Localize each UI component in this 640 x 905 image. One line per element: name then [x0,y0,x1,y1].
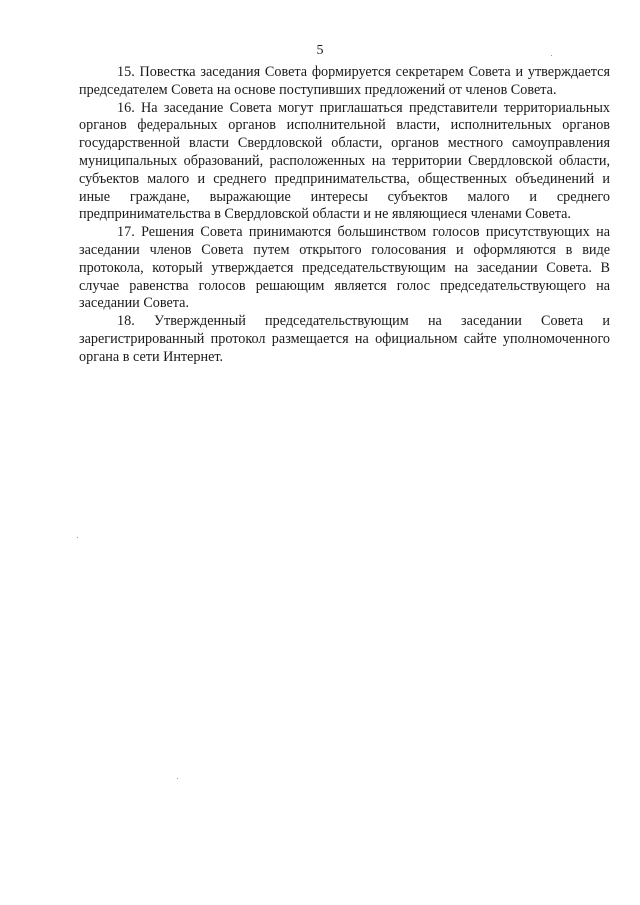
paragraph-18: 18. Утвержденный председательствующим на заседании Совета и зарегистрированный протокол размещается на официальном сайте уполномоченного органа в сети Интернет. [79,313,610,365]
page-number: 5 [316,43,324,58]
paragraph-16: 16. На заседание Совета могут приглашаться представители территориальных органов федеральных органов исполнительной власти, исполнительных органов государственной власти Свердловской области, органов местного самоуправления муниципальных образований, расположенных на территории Свердловской области, субъектов малого и среднего предпринимательства, общественных объединений и иные граждане, выражающие интересы субъектов малого и среднего предпринимательства в Свердловской области и не являющиеся членами Совета. [79,99,610,223]
paragraph-15: 15. Повестка заседания Совета формируется секретарем Совета и утверждается председателем Совета на основе поступивших предложений от членов Совета. [79,64,610,98]
paragraph-17: 17. Решения Совета принимаются большинством голосов присутствующих на заседании членов Совета путем открытого голосования и оформляются в виде протокола, который утверждается председательствующим на заседании Совета. В случае равенства голосов решающим является голос председательствующего на заседании Совета. [79,224,610,312]
scan-speck [551,55,552,56]
scan-speck [77,537,78,538]
scan-speck [177,778,178,779]
document-body [79,64,610,367]
